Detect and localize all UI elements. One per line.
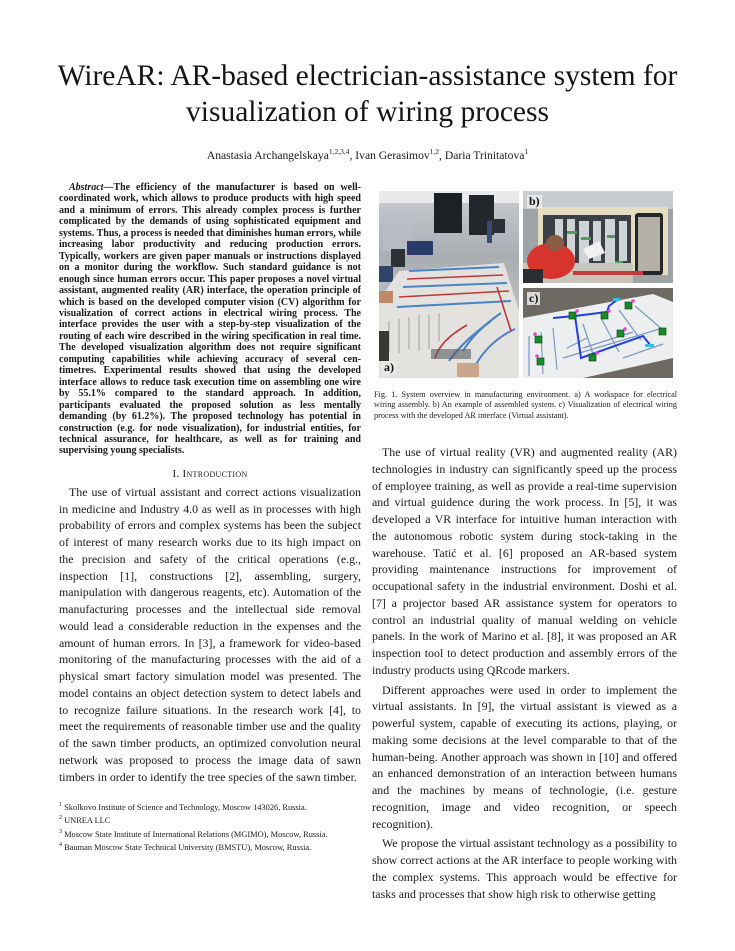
left-column: [59, 182, 361, 785]
abstract-dash: —: [103, 182, 114, 193]
footnote-mark: 3: [59, 828, 62, 835]
footnote-text: Skolkovo Institute of Science and Technology, Moscow 143026, Russia.: [64, 802, 307, 812]
author-affiliation-marks: 1,2: [429, 147, 440, 156]
ar-interface-visualization-image: [523, 288, 673, 378]
footnote: [59, 800, 361, 813]
author-name: Anastasia Archangelskaya: [206, 148, 329, 162]
panel-label-b: b): [529, 194, 540, 208]
footnote-text: Moscow State Institute of International Relations (MGIMO), Moscow, Russia.: [64, 829, 328, 839]
footnote: [59, 827, 361, 840]
body-paragraph: We propose the virtual assistant technology as a possibility to show correct actions at the AR interface to people working with the complex systems. This approach would be effective for tasks and processes that show high risk to otherwise getting: [372, 836, 677, 901]
footnote: [59, 813, 361, 826]
author-list: [30, 145, 705, 163]
footnote-text: UNREA LLC: [64, 816, 111, 826]
author-separator: ,: [439, 148, 445, 162]
author-name: Daria Trinitatova: [444, 148, 525, 162]
figure-panel-c-ar-interface: [523, 288, 673, 378]
body-paragraph: Different approaches were used in order to implement the virtual assistants. In [9], the virtual assistant is viewed as a powerful system, capable of executing its actions, playing, or making some decisions at the level comparable to that of the human-being. Another approach was shown in [10] and offered an enhanced demonstration of an interaction between humans and the machines by means of technologie, (i.e. gesture recognition, image and video recognition, or speech recognition).: [372, 682, 677, 831]
paper-title: WireAR: AR-based electrician-assistance system for visualization of wiring process: [57, 60, 678, 128]
author-affiliation-marks: 1: [524, 147, 529, 156]
author-separator: ,: [349, 148, 356, 162]
figure-panel-a-workspace-photo: [379, 191, 519, 378]
panel-label-c: c): [529, 291, 539, 305]
abstract-text: The efficiency of the manufacturer is based on well-coordinated work, which allows to produce products with high speed and a minimum of errors. This already complex process is further complicated by the demands of using sophisticated equipment and systems. Thus, a process is needed that diminishes human errors, while increasing labor productivity and reducing production errors. Typically, workers are given paper manuals or instructions displayed on a monitor during the workflow. Such standard guidance is not enough since human errors occur. This paper proposes a novel virtual assistant, augmented reality (AR) interface, the operation principle of which is based on the developed computer vision (CV) algorithm for visualization of correct actions in electrical wiring process. The interface provides the user with a step-by-step visualization of the routing of each wire described in the wiring specification in real time. The developed visualization algorithm does not require significant computing capabilities while achieving accuracy of several centimetres. Experimental results showed that using the developed interface allows to reduce task execution time on assembling one wire by 55.1% compared to the standard approach. In addition, participants evaluated the proposed solution as less mentally demanding (by 61.2%). The proposed technology has potential in construction (e.g. for node visualization), for industrial entities, for technical assurance, for healthcare, as well as for training and supervising young specialists.: [59, 182, 361, 457]
footnote-text: Bauman Moscow State Technical University (BMSTU), Moscow, Russia.: [64, 842, 312, 852]
figure-caption: Fig. 1. System overview in manufacturing environment. a) A workspace for electrical wiring assembly. b) An example of assembled system. c) Visualization of electrical wiring process with the developed AR interface (Virtual assistant).: [374, 390, 677, 420]
panel-label-a: a): [384, 360, 394, 374]
workspace-photo-image: [379, 191, 519, 378]
right-column-body: [372, 444, 677, 902]
author-affiliation-marks: 1,2,3,4: [328, 147, 350, 156]
assembled-system-photo-image: [523, 191, 673, 283]
section-heading-introduction: [59, 467, 361, 481]
body-paragraph: The use of virtual reality (VR) and augmented reality (AR) technologies in industry can significantly speed up the process of employee training, as well as provide a real-time supervision and virtual guidence during the work process. In [5], it was developed a VR interface for intuitive human interaction with the autonomous robotic system during stock-taking in the warehouse. Tatić et al. [6] proposed an AR-based system providing maintenance instructions for improvement of occupational safety in the industrial environment. Doshi et al. [7] a projector based AR assistance system for operators to control an industrial quality of manual welding on vehicle panels. In the work of Marino et al. [8], it was proposed an AR inspection tool to detect production and assembly errors of the industry products using QRcode markers.: [372, 445, 677, 677]
footnote: [59, 840, 361, 853]
footnote-mark: 4: [59, 841, 62, 848]
right-column: [372, 183, 677, 902]
section-title: Introduction: [182, 467, 248, 480]
footnotes: [59, 800, 361, 853]
figure-panel-b-assembled-system-photo: [523, 191, 673, 283]
footnote-mark: 2: [59, 815, 62, 822]
figure-1: [372, 183, 677, 383]
section-number: I.: [172, 467, 180, 480]
body-paragraph: The use of virtual assistant and correct actions visualization in medicine and Industry 4.0 as well as in processes with high probability of errors and complex systems has been the subject of interest of many research works due to its high impact on the precision and safety of the critical operations (e.g., inspection [1], constructions [2], assembling, surgery, manipulation with dangerous reagents, etc). Automation of the manufacturing processes and the intellectual side removal would lead a considerable reduction in the expenses and the amount of human errors. In [3], a framework for video-based monitoring of the manufacturing processes with the aid of a physical smart factory simulation model was presented. The model contains an object detection system to detect labels and to recognize failure situations. In the research work [4], to meet the requirements of reasonable timber use and the quality of the sawn timber products, an optimized convolution neural network was proposed to process the image data of sawn timbers in order to identify the tree species of the sawn timber.: [59, 484, 361, 784]
author-name: Ivan Gerasimov: [355, 148, 430, 162]
footnote-mark: 1: [59, 802, 62, 808]
abstract-label: Abstract: [69, 182, 104, 193]
abstract: [59, 182, 361, 457]
